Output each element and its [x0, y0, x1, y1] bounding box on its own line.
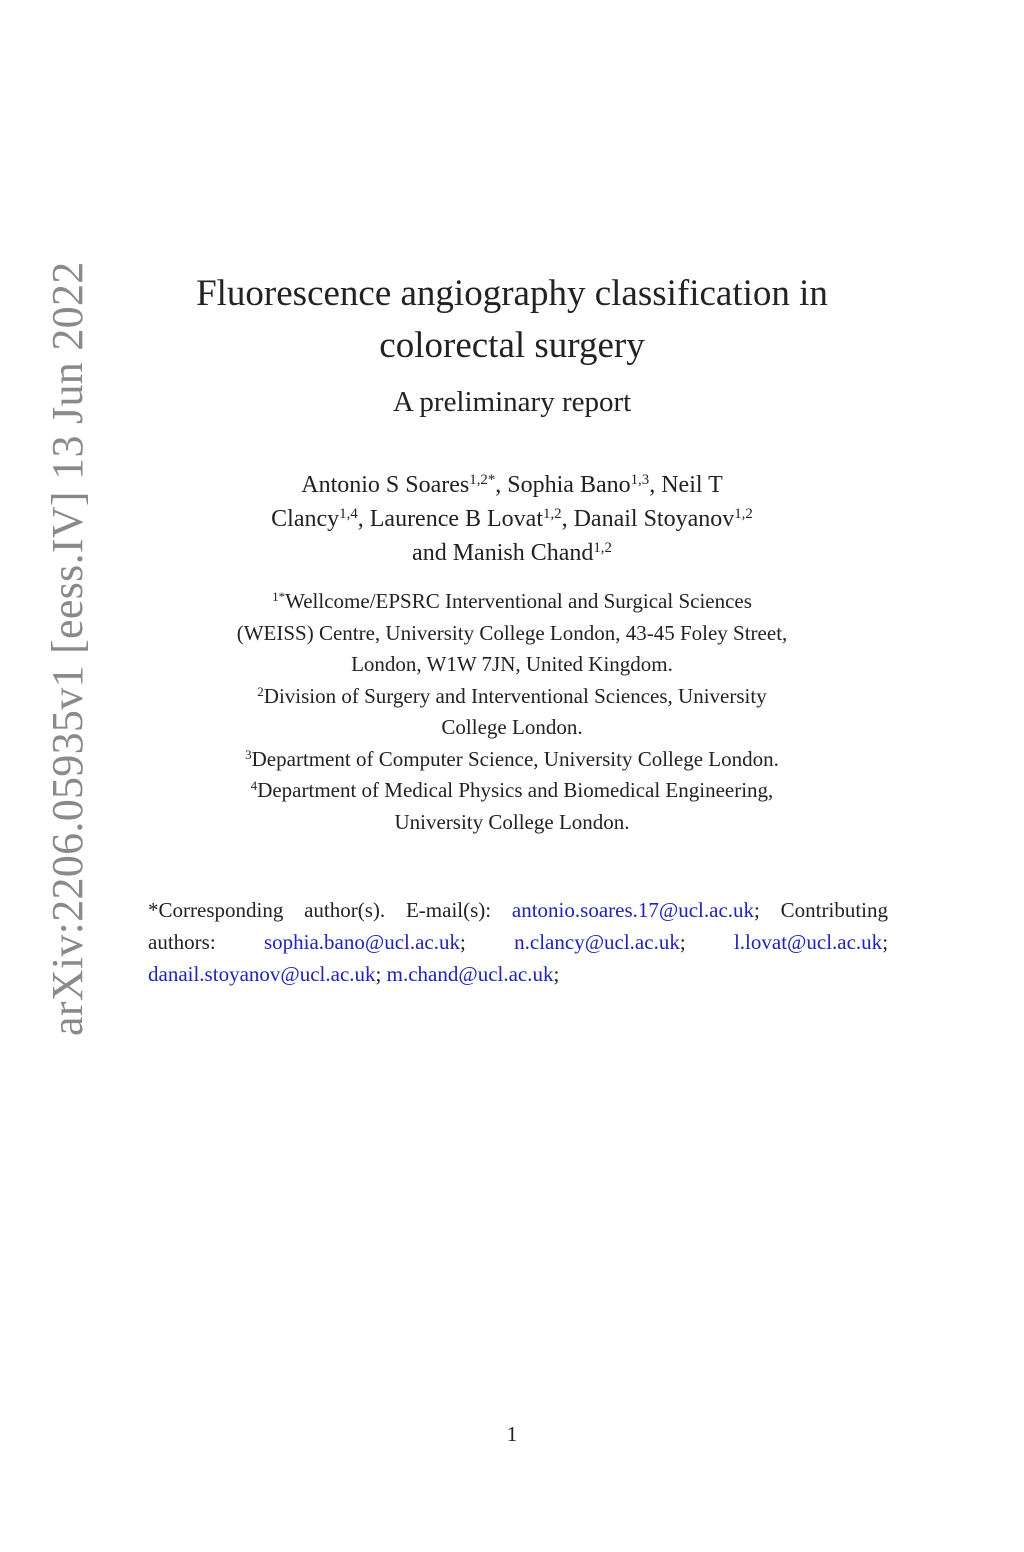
- email-link-stoyanov[interactable]: danail.stoyanov@ucl.ac.uk: [148, 962, 376, 986]
- author-line-1: Antonio S Soares$^{1,2*}$, Sophia Bano$^{1,3}$, Neil T: [301, 471, 723, 498]
- contact-block: [148, 894, 888, 990]
- affiliation-text: University College London.: [394, 809, 630, 834]
- title-line-1: Fluorescence angiography classification in: [196, 273, 828, 314]
- author-affiliation-marker: 1,2: [543, 505, 562, 522]
- author-name: and Manish Chand: [412, 540, 594, 566]
- affiliation-text: Division of Surgery and Interventional Sciences, University: [263, 683, 767, 708]
- author-affiliation-marker: 1,2*: [469, 471, 496, 488]
- email-link-bano[interactable]: sophia.bano@ucl.ac.uk: [263, 930, 460, 954]
- affiliation-marker: 2: [257, 683, 264, 699]
- separator: ;: [553, 962, 560, 986]
- affiliation-marker: 1*: [272, 588, 286, 604]
- author-line-3: [0, 536, 1024, 570]
- affiliation-text: London, W1W 7JN, United Kingdom.: [351, 652, 673, 676]
- author-name: Laurence B Lovat: [369, 506, 543, 532]
- author-affiliation-marker: 1,4: [339, 505, 358, 522]
- email-link-chand[interactable]: m.chand@ucl.ac.uk: [386, 962, 554, 986]
- separator: ;: [375, 962, 382, 986]
- affiliation-text: Department of Computer Science, University College London.: [251, 746, 779, 771]
- separator: ;: [460, 930, 466, 954]
- affiliation-4: [0, 775, 1024, 838]
- affiliation-text: Wellcome/EPSRC Interventional and Surgical Sciences: [285, 589, 752, 613]
- page-number: 1: [506, 1422, 518, 1446]
- author-name-part: Clancy: [271, 506, 340, 532]
- affiliation-3: [0, 744, 1024, 776]
- affiliation-2: [0, 681, 1024, 744]
- author-affiliation-marker: 1,2: [734, 505, 753, 522]
- separator: ;: [754, 898, 760, 922]
- separator: ;: [882, 930, 889, 954]
- author-name: Sophia Bano: [507, 472, 631, 498]
- affiliation-list: [0, 586, 1024, 838]
- email-link-lovat[interactable]: l.lovat@ucl.ac.uk: [733, 930, 883, 954]
- paper-title: [0, 268, 1024, 372]
- author-affiliation-marker: 1,3: [630, 471, 650, 488]
- affiliation-text: Department of Medical Physics and Biomedical Engineering,: [257, 778, 774, 802]
- arxiv-identifier-stamp: arXiv:2206.05935v1 [eess.IV] 13 Jun 2022: [43, 261, 92, 1036]
- corresponding-label: *Corresponding author(s). E-mail(s):: [148, 898, 492, 922]
- affiliation-marker: 4: [250, 777, 258, 793]
- author-line-2: Clancy$^{1,4}$, Laurence B Lovat$^{1,2}$, Danail Stoyanov$^{1,2}$: [271, 505, 753, 532]
- paper-subtitle: A preliminary report: [392, 386, 632, 418]
- author-list: [0, 468, 1024, 570]
- affiliation-text: (WEISS) Centre, University College London, 43-45 Foley Street,: [236, 620, 788, 645]
- corresponding-email-link[interactable]: antonio.soares.17@ucl.ac.uk: [511, 898, 755, 922]
- affiliation-1: [0, 586, 1024, 681]
- email-link-clancy[interactable]: n.clancy@ucl.ac.uk: [514, 930, 680, 954]
- contributing-label: Contributing authors:: [148, 898, 888, 954]
- author-name: Antonio S Soares: [301, 472, 470, 498]
- affiliation-text: College London.: [441, 715, 583, 739]
- author-affiliation-marker: 1,2: [593, 539, 612, 556]
- title-line-2: colorectal surgery: [379, 325, 645, 366]
- author-name-part: Neil T: [661, 472, 723, 498]
- author-name: Danail Stoyanov: [573, 506, 735, 532]
- separator: ;: [679, 930, 686, 954]
- affiliation-marker: 3: [245, 746, 252, 762]
